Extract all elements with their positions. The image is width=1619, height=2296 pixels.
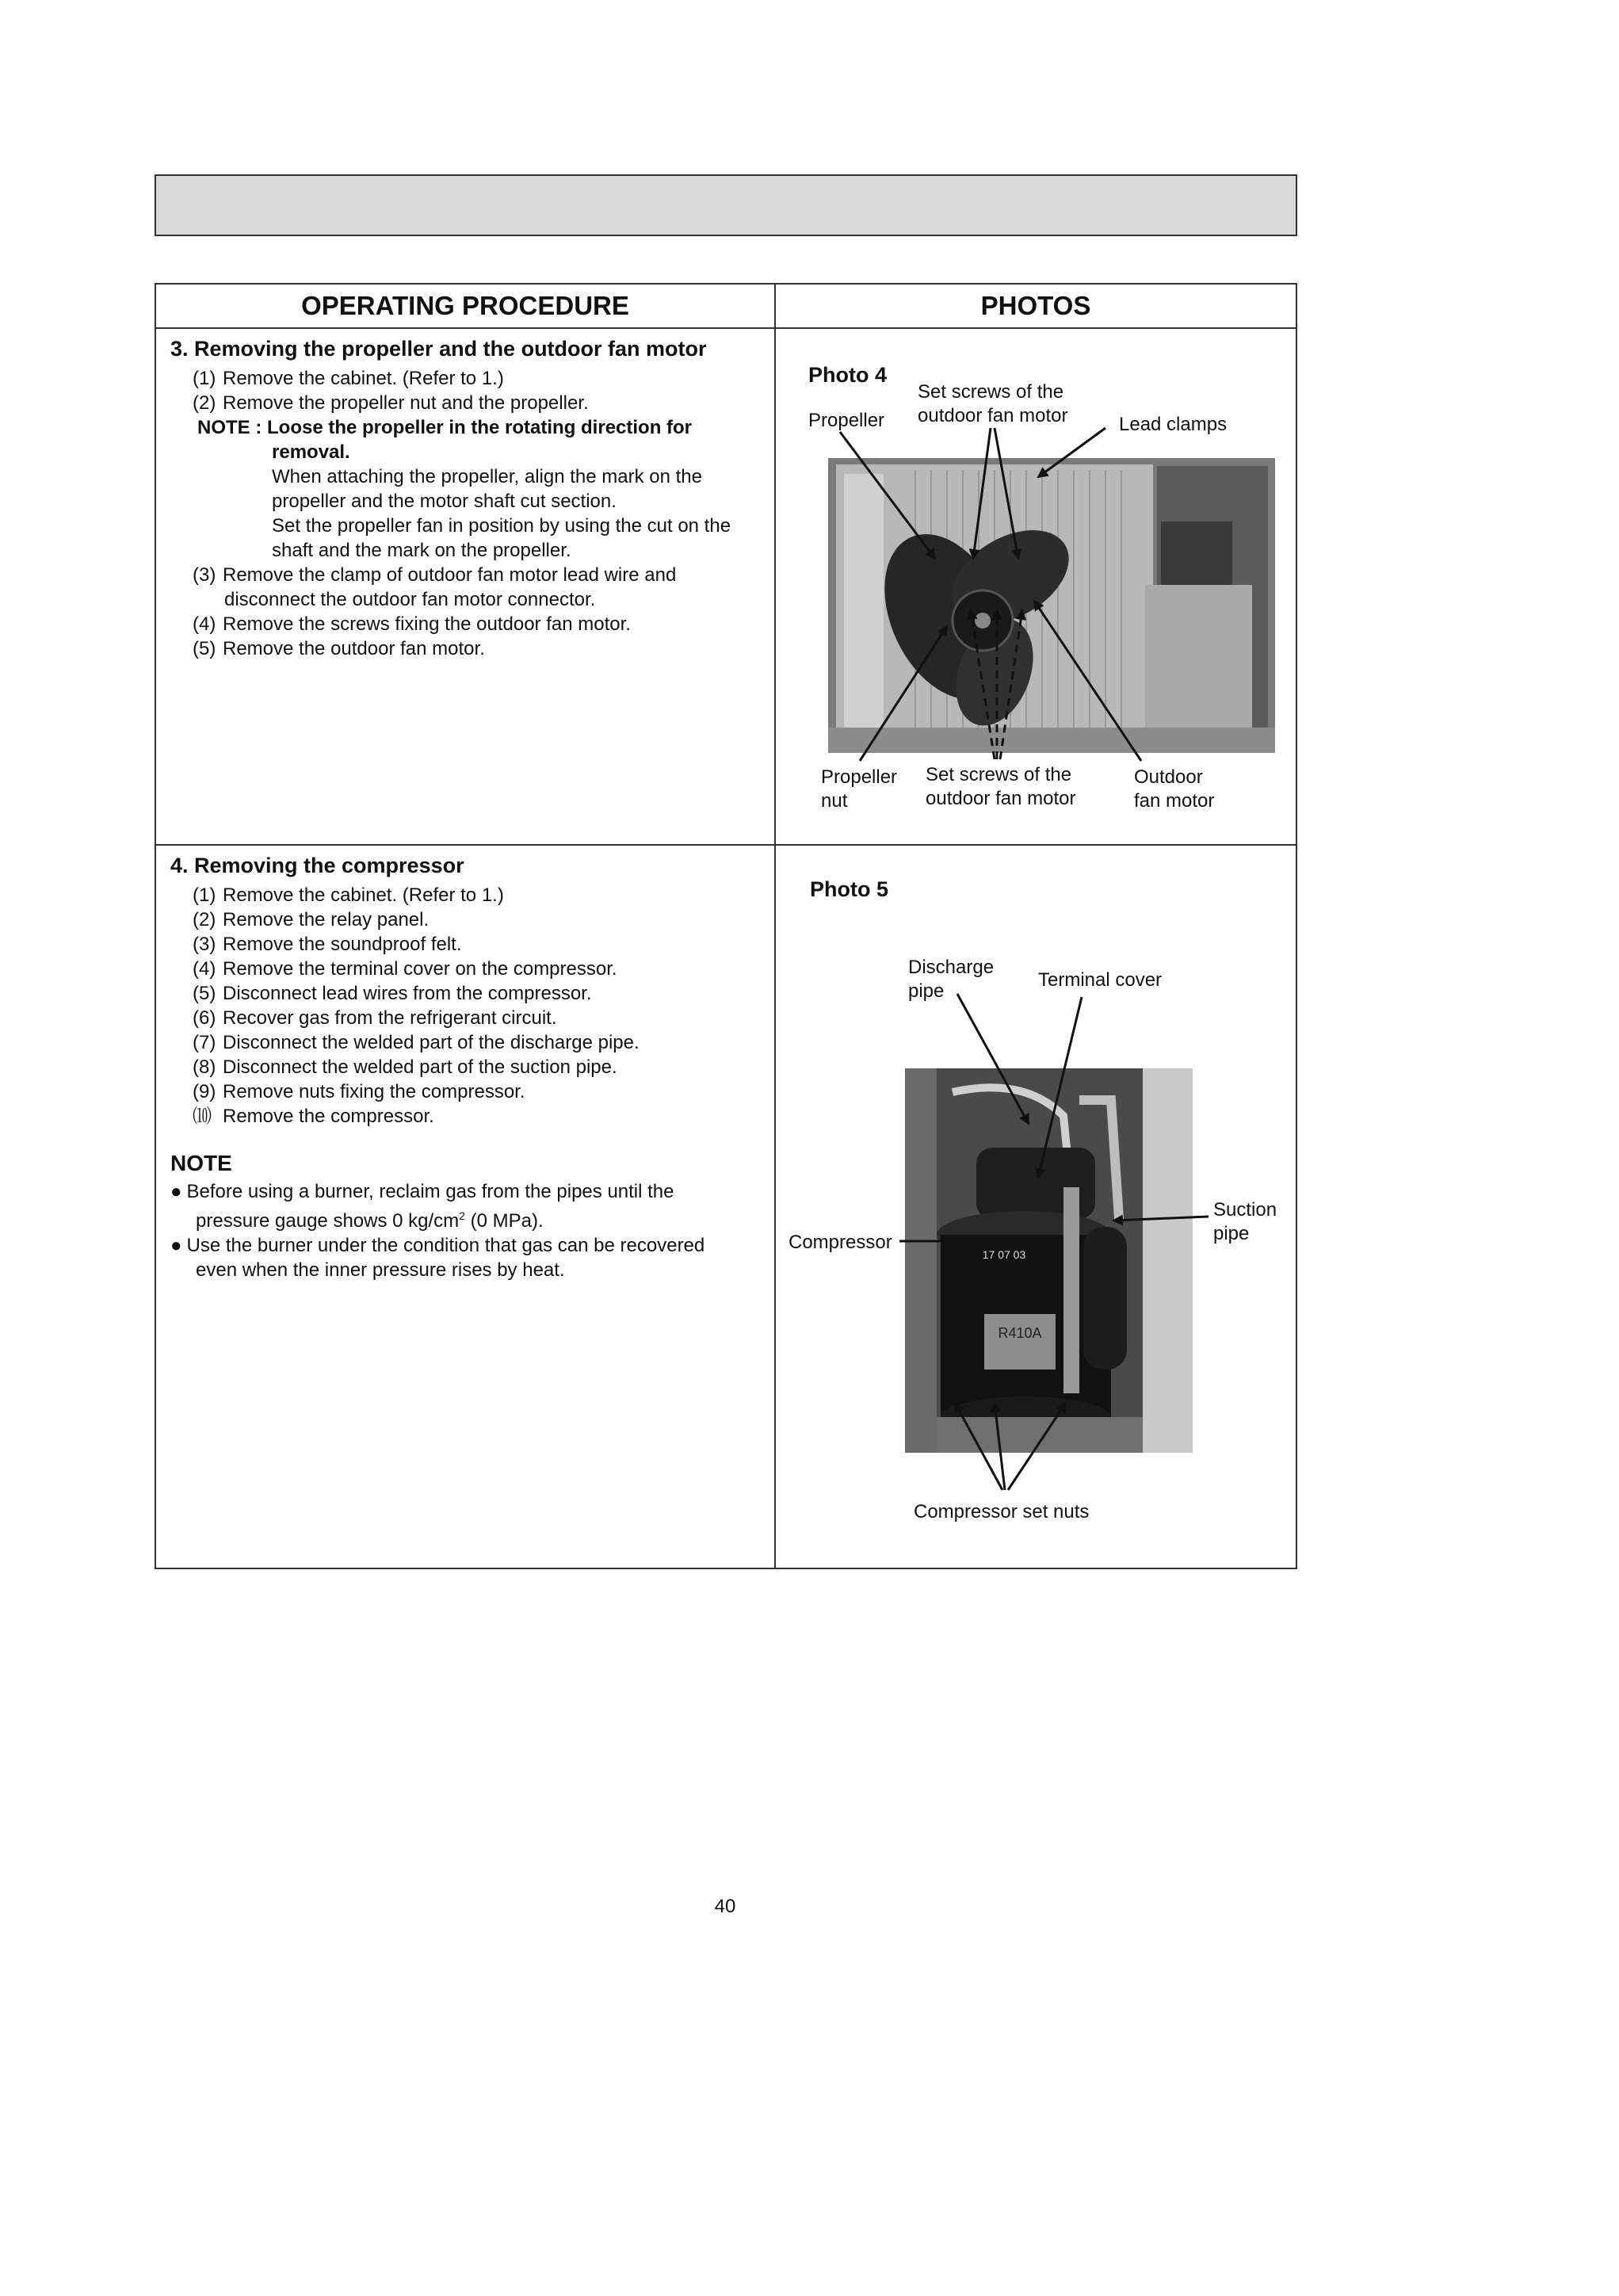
step: (4) Remove the terminal cover on the compressor. bbox=[193, 958, 617, 980]
set-screws-top-callout: Set screws of the outdoor fan motor bbox=[918, 381, 1068, 426]
note-heading: NOTE bbox=[170, 1151, 232, 1175]
propeller-nut-callout: Propeller nut bbox=[821, 766, 898, 812]
suction-pipe-callout: Suction pipe bbox=[1213, 1199, 1277, 1244]
photo-4-label: Photo 4 bbox=[808, 363, 887, 387]
step: (3) Remove the clamp of outdoor fan motor lead wire and disconnect the outdoor fan motor connector. bbox=[193, 564, 677, 610]
terminal-cover-callout: Terminal cover bbox=[1038, 969, 1163, 991]
step: (9) Remove nuts fixing the compressor. bbox=[193, 1081, 525, 1102]
page-number: 40 bbox=[714, 1896, 736, 1917]
propeller-nut-arrow bbox=[860, 626, 947, 761]
note-line: shaft and the mark on the propeller. bbox=[272, 540, 571, 561]
note-line: When attaching the propeller, align the mark on the bbox=[272, 466, 702, 487]
step: (3) Remove the soundproof felt. bbox=[193, 934, 462, 955]
compressor-set-nuts-callout: Compressor set nuts bbox=[914, 1501, 1090, 1522]
step: ⑽ Remove the compressor. bbox=[193, 1106, 434, 1127]
step: (1) Remove the cabinet. (Refer to 1.) bbox=[193, 368, 504, 389]
note-line: Set the propeller fan in position by using the cut on the bbox=[272, 515, 731, 537]
suction-pipe-arrow bbox=[1113, 1217, 1209, 1221]
step: (8) Disconnect the welded part of the suction pipe. bbox=[193, 1056, 617, 1078]
operating-procedure-heading: OPERATING PROCEDURE bbox=[301, 291, 629, 320]
refrigerant-label: R410A bbox=[998, 1325, 1042, 1341]
lead-clamps-arrow bbox=[1038, 428, 1105, 477]
step: (2) Remove the propeller nut and the propeller. bbox=[193, 392, 589, 414]
photos-heading: PHOTOS bbox=[980, 291, 1091, 320]
discharge-pipe-arrow bbox=[957, 994, 1029, 1124]
set-screw-dashed-left bbox=[971, 610, 995, 759]
propeller-note: NOTE : Loose the propeller in the rotating direction for removal. bbox=[197, 417, 693, 463]
step: (4) Remove the screws fixing the outdoor fan motor. bbox=[193, 613, 631, 635]
step: (7) Disconnect the welded part of the discharge pipe. bbox=[193, 1032, 640, 1053]
photo-5-label: Photo 5 bbox=[810, 877, 888, 901]
outdoor-fan-motor-arrow bbox=[1034, 601, 1141, 761]
compressor-callout: Compressor bbox=[788, 1232, 892, 1253]
compressor-stamp: 17 07 03 bbox=[982, 1248, 1026, 1261]
set-nut-arrow-right bbox=[1008, 1403, 1066, 1490]
bullet-icon: ● bbox=[170, 1181, 182, 1202]
set-screw-arrow-left bbox=[973, 428, 991, 559]
terminal-cover-arrow bbox=[1038, 997, 1082, 1178]
note-bullet: ● Use the burner under the condition that gas can be recovered even when the inner pressure rises by heat. bbox=[170, 1235, 705, 1281]
bullet-icon: ● bbox=[170, 1235, 182, 1256]
lead-clamps-callout: Lead clamps bbox=[1119, 414, 1228, 435]
step: (5) Remove the outdoor fan motor. bbox=[193, 638, 485, 659]
propeller-callout: Propeller bbox=[808, 410, 885, 431]
step: (5) Disconnect lead wires from the compressor. bbox=[193, 983, 592, 1004]
note-bullet: ● Before using a burner, reclaim gas from the pipes until the pressure gauge shows 0 $kg/cm^2$ (0 MPa). bbox=[170, 1181, 674, 1232]
outdoor-fan-motor-callout: Outdoor fan motor bbox=[1134, 766, 1215, 812]
discharge-pipe-callout: Discharge pipe bbox=[908, 957, 995, 1002]
propeller-arrow bbox=[840, 432, 935, 559]
step: (1) Remove the cabinet. (Refer to 1.) bbox=[193, 884, 504, 906]
section-3-title: 3. Removing the propeller and the outdoor fan motor bbox=[170, 337, 707, 361]
section-4-title: 4. Removing the compressor bbox=[170, 854, 464, 877]
set-screw-dashed-right bbox=[1000, 610, 1022, 759]
note-line: propeller and the motor shaft cut section. bbox=[272, 491, 617, 512]
set-screw-arrow-right bbox=[995, 428, 1018, 559]
step: (6) Recover gas from the refrigerant circuit. bbox=[193, 1007, 557, 1029]
step: (2) Remove the relay panel. bbox=[193, 909, 430, 930]
set-screws-bottom-callout: Set screws of the outdoor fan motor bbox=[926, 764, 1076, 809]
